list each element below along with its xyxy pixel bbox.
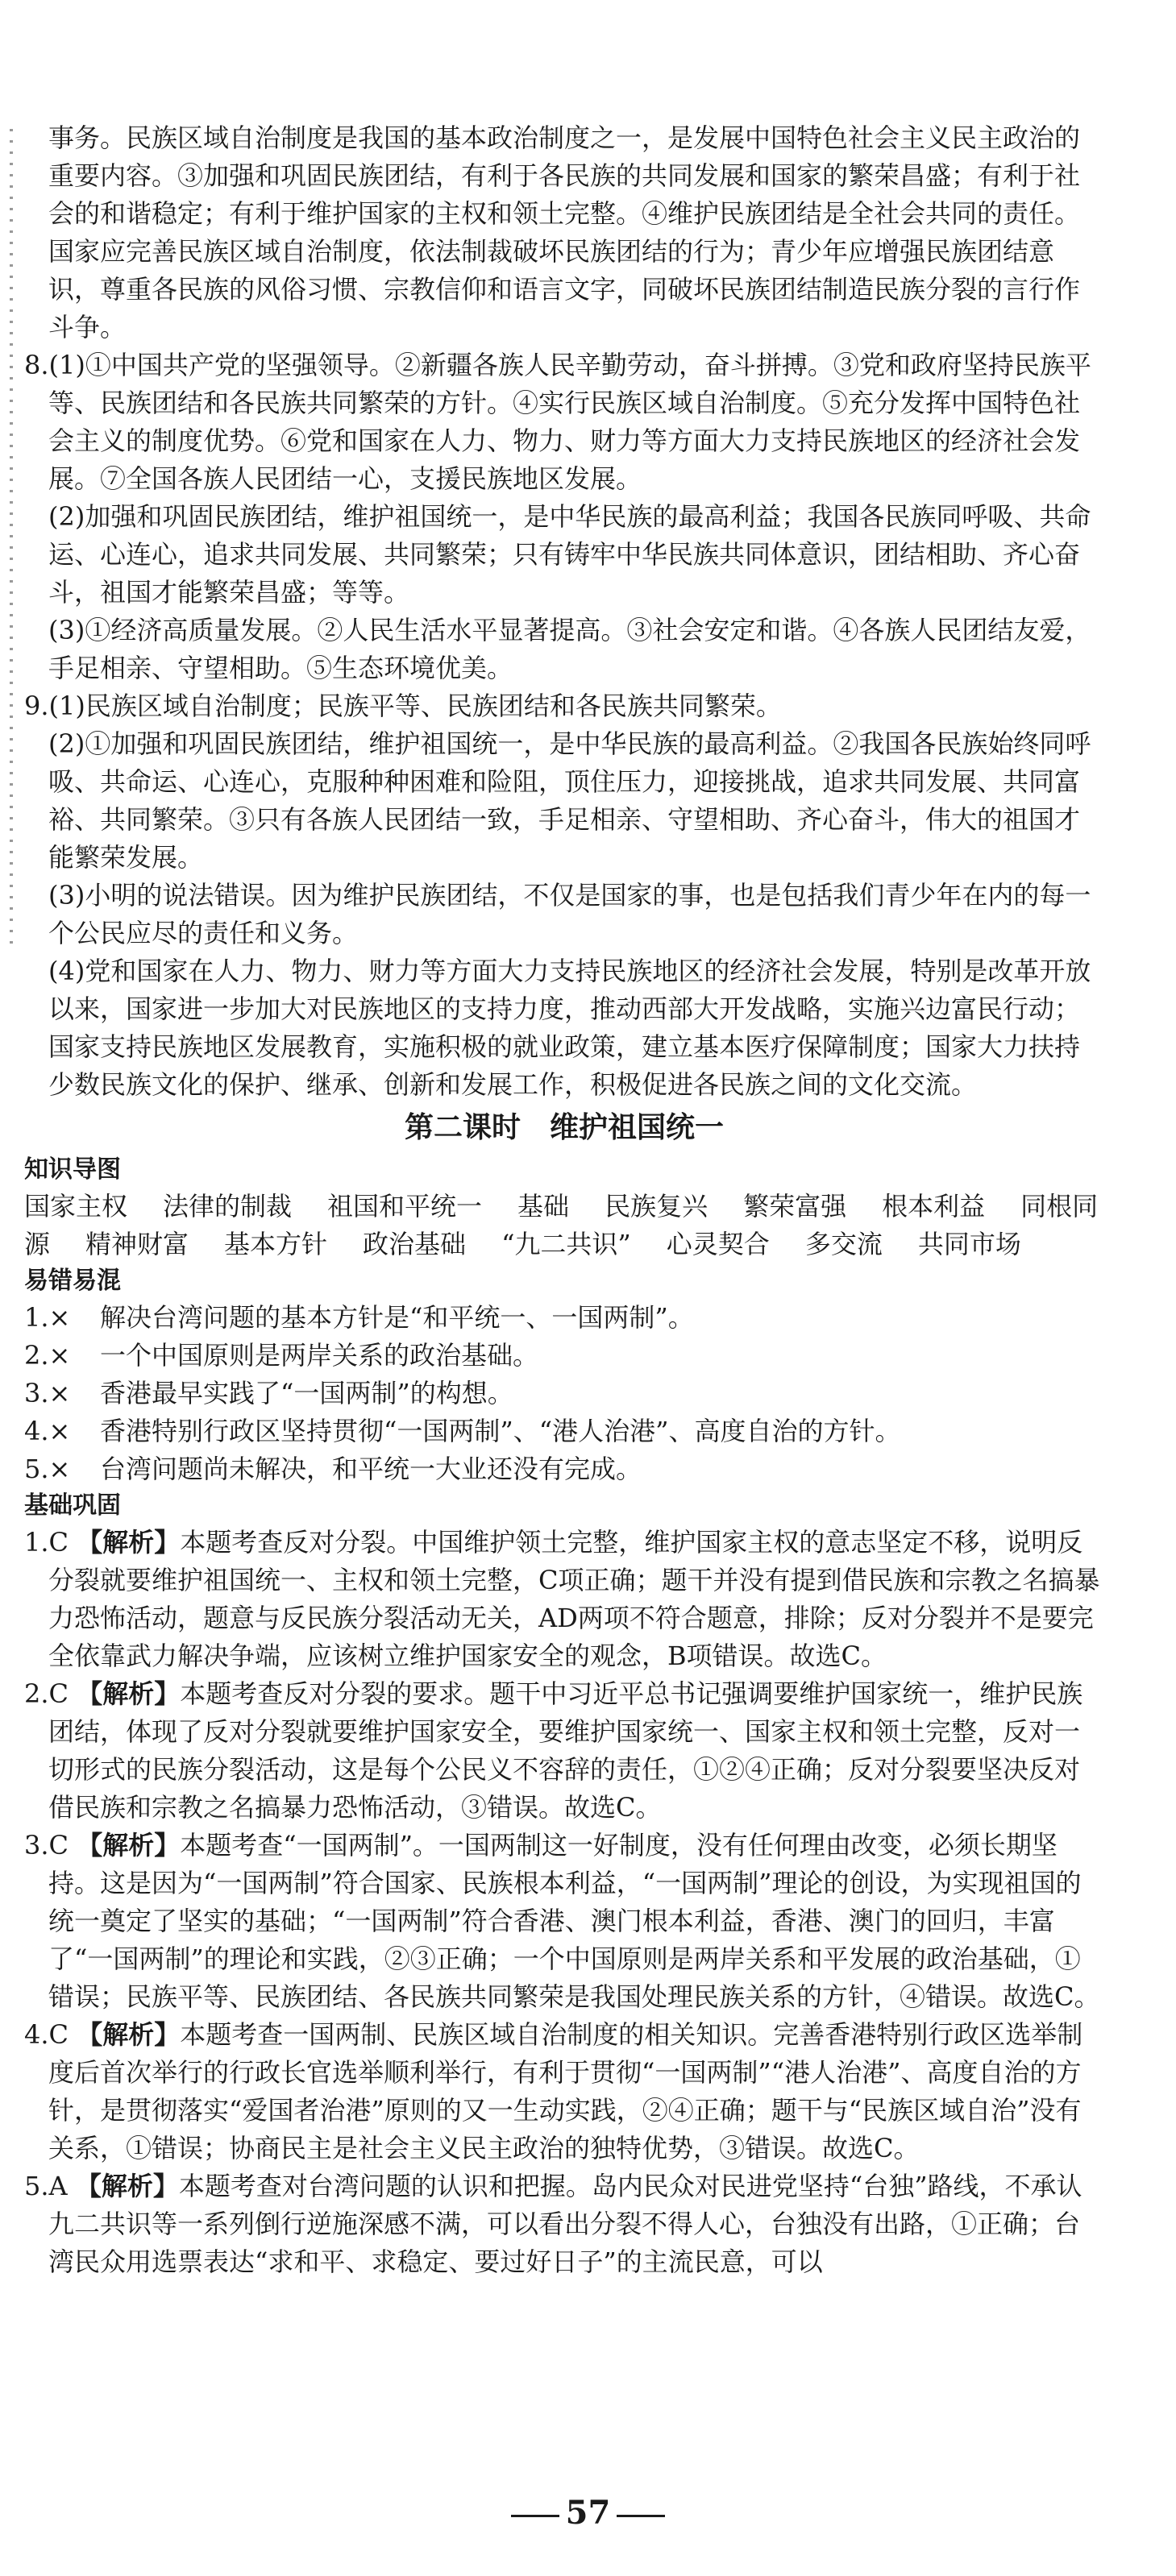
q8-part2: (2)加强和巩固民族团结，维护祖国统一，是中华民族的最高利益；我国各民族同呼吸、共命运、心连心，追求共同发展、共同繁荣；只有铸牢中华民族共同体意识，团结相助、齐心奋斗，祖国才能繁荣昌盛；等等。 xyxy=(48,501,1091,608)
q9-part2: (2)①加强和巩固民族团结，维护祖国统一，是中华民族的最高利益。②我国各民族始终同呼吸、共命运、心连心，克服种种困难和险阻，顶住压力，迎接挑战，追求共同发展、共同富裕、共同繁荣。③只有各族人民团结一致，手足相亲、守望相助、齐心奋斗，伟大的祖国才能繁荣发展。 xyxy=(48,728,1091,873)
q9-part4: (4)党和国家在人力、物力、财力等方面大力支持民族地区的经济社会发展，特别是改革开放以来，国家进一步加大对民族地区的支持力度，推动西部大开发战略，实施兴边富民行动；国家支持民族地区发展教育，实施积极的就业政策，建立基本医疗保障制度；国家大力扶持少数民族文化的保护、继承、创新和发展工作，积极促进各民族之间的文化交流。 xyxy=(48,956,1091,1100)
knowledge-item: 心灵契合 xyxy=(666,1229,770,1259)
footer-rule-right xyxy=(617,2515,665,2517)
knowledge-item: 政治基础 xyxy=(363,1229,467,1259)
basic-item-number: 5.A xyxy=(24,2171,76,2201)
knowledge-items xyxy=(24,1188,1104,1263)
basic-item-number: 2.C xyxy=(24,1678,77,1709)
knowledge-item: 繁荣富强 xyxy=(743,1191,847,1222)
errors-heading: 易错易混 xyxy=(24,1267,121,1295)
knowledge-item: 祖国和平统一 xyxy=(327,1191,483,1222)
basic-item-text: 本题考查“一国两制”。一国两制这一好制度，没有任何理由改变，必须长期坚持。这是因为“一国两制”符合国家、民族根本利益，“一国两制”理论的创设，为实现祖国的统一奠定了坚实的基础；“一国两制”符合香港、澳门根本利益，香港、澳门的回归，丰富了“一国两制”的理论和实践，②③正确；一个中国原则是两岸关系和平发展的政治基础，①错误；民族平等、民族团结、各民族共同繁荣是我国处理民族关系的方针，④错误。故选C。 xyxy=(48,1830,1100,2012)
error-item xyxy=(24,1375,1104,1412)
q9-part1: 9.(1)民族区域自治制度；民族平等、民族团结和各民族共同繁荣。 xyxy=(24,691,782,721)
error-item xyxy=(24,1412,1104,1450)
q8-part1: 8.(1)①中国共产党的坚强领导。②新疆各族人民辛勤劳动，奋斗拼搏。③党和政府坚持民族平等、民族团结和各民族共同繁荣的方针。④实行民族区域自治制度。⑤充分发挥中国特色社会主义的制度优势。⑥党和国家在人力、物力、财力等方面大力支持民族地区的经济社会发展。⑦全国各族人民团结一心，支援民族地区发展。 xyxy=(24,350,1091,494)
basic-item-number: 3.C xyxy=(24,1830,77,1860)
knowledge-item: 同根同源 xyxy=(24,1191,1099,1259)
basic-item xyxy=(24,1524,1104,1675)
error-item xyxy=(24,1299,1104,1337)
basic-item xyxy=(24,2167,1104,2281)
knowledge-item: 精神财富 xyxy=(85,1229,189,1259)
knowledge-item: 共同市场 xyxy=(917,1229,1021,1259)
knowledge-heading: 知识导图 xyxy=(24,1155,121,1184)
basic-heading: 基础巩固 xyxy=(24,1491,121,1520)
footer-rule-left xyxy=(511,2515,559,2517)
page-number: 57 xyxy=(565,2494,611,2532)
error-item-number: 3.× xyxy=(24,1378,71,1408)
knowledge-item: “九二共识” xyxy=(501,1229,631,1259)
knowledge-item: 基础 xyxy=(517,1191,570,1222)
knowledge-item: 多交流 xyxy=(804,1229,883,1259)
binding-dots xyxy=(10,129,13,951)
lesson-title: 第二课时 维护祖国统一 xyxy=(404,1111,724,1144)
q9-part3: (3)小明的说法错误。因为维护民族团结，不仅是国家的事，也是包括我们青少年在内的每一个公民应尽的责任和义务。 xyxy=(48,880,1091,948)
errors-list xyxy=(24,1299,1104,1488)
q8-part3: (3)①经济高质量发展。②人民生活水平显著提高。③社会安定和谐。④各族人民团结友爱，手足相亲、守望相助。⑤生态环境优美。 xyxy=(48,615,1091,683)
error-item-text: 一个中国原则是两岸关系的政治基础。 xyxy=(74,1340,539,1371)
basic-item-number: 4.C xyxy=(24,2019,77,2050)
knowledge-item: 民族复兴 xyxy=(605,1191,709,1222)
basic-item-text: 本题考查一国两制、民族区域自治制度的相关知识。完善香港特别行政区选举制度后首次举行的行政长官选举顺利举行，有利于贯彻“一国两制”“港人治港”、高度自治的方针，是贯彻落实“爱国者治港”原则的又一生动实践，②④正确；题干与“民族区域自治”没有关系，①错误；协商民主是社会主义民主政治的独特优势，③错误。故选C。 xyxy=(48,2019,1083,2163)
knowledge-item: 法律的制裁 xyxy=(163,1191,293,1222)
error-item xyxy=(24,1337,1104,1375)
error-item-text: 台湾问题尚未解决，和平统一大业还没有完成。 xyxy=(74,1454,642,1484)
basic-item xyxy=(24,2016,1104,2167)
analysis-tag: 【解析】 xyxy=(77,1830,181,1860)
knowledge-item: 根本利益 xyxy=(882,1191,986,1222)
error-item-number: 1.× xyxy=(24,1302,71,1333)
basic-item-text: 本题考查对台湾问题的认识和把握。岛内民众对民进党坚持“台独”路线，不承认九二共识等一系列倒行逆施深感不满，可以看出分裂不得人心，台独没有出路，①正确；台湾民众用选票表达“求和平、求稳定、要过好日子”的主流民意，可以 xyxy=(48,2171,1083,2277)
analysis-tag: 【解析】 xyxy=(75,2171,179,2201)
knowledge-item: 国家主权 xyxy=(24,1191,128,1222)
analysis-tag: 【解析】 xyxy=(77,1678,181,1709)
error-item-number: 5.× xyxy=(24,1454,71,1484)
content-column xyxy=(24,119,1104,2281)
knowledge-item: 基本方针 xyxy=(224,1229,328,1259)
error-item-number: 2.× xyxy=(24,1340,71,1371)
error-item-text: 香港最早实践了“一国两制”的构想。 xyxy=(74,1378,513,1408)
error-item-text: 香港特别行政区坚持贯彻“一国两制”、“港人治港”、高度自治的方针。 xyxy=(74,1416,901,1446)
basic-item-text: 本题考查反对分裂。中国维护领土完整，维护国家主权的意志坚定不移，说明反分裂就要维护祖国统一、主权和领土完整，C项正确；题干并没有提到借民族和宗教之名搞暴力恐怖活动，题意与反民族分裂活动无关，AD两项不符合题意，排除；反对分裂并不是要完全依靠武力解决争端，应该树立维护国家安全的观念，B项错误。故选C。 xyxy=(48,1527,1100,1671)
basic-item-number: 1.C xyxy=(24,1527,77,1558)
basic-list xyxy=(24,1524,1104,2281)
page-footer xyxy=(0,2494,1176,2532)
analysis-tag: 【解析】 xyxy=(77,2019,181,2050)
error-item-text: 解决台湾问题的基本方针是“和平统一、一国两制”。 xyxy=(74,1302,694,1333)
basic-item-text: 本题考查反对分裂的要求。题干中习近平总书记强调要维护国家统一，维护民族团结，体现了反对分裂就要维护国家安全，要维护国家统一、国家主权和领土完整，反对一切形式的民族分裂活动，这是每个公民义不容辞的责任，①②④正确；反对分裂要坚决反对借民族和宗教之名搞暴力恐怖活动，③错误。故选C。 xyxy=(48,1678,1083,1823)
intro-paragraph: 事务。民族区域自治制度是我国的基本政治制度之一，是发展中国特色社会主义民主政治的重要内容。③加强和巩固民族团结，有利于各民族的共同发展和国家的繁荣昌盛；有利于社会的和谐稳定；有利于维护国家的主权和领土完整。④维护民族团结是全社会共同的责任。国家应完善民族区域自治制度，依法制裁破坏民族团结的行为；青少年应增强民族团结意识，尊重各民族的风俗习惯、宗教信仰和语言文字，同破坏民族团结制造民族分裂的言行作斗争。 xyxy=(48,122,1081,342)
basic-item xyxy=(24,1675,1104,1827)
error-item-number: 4.× xyxy=(24,1416,71,1446)
analysis-tag: 【解析】 xyxy=(77,1527,181,1558)
error-item xyxy=(24,1450,1104,1488)
basic-item xyxy=(24,1827,1104,2016)
